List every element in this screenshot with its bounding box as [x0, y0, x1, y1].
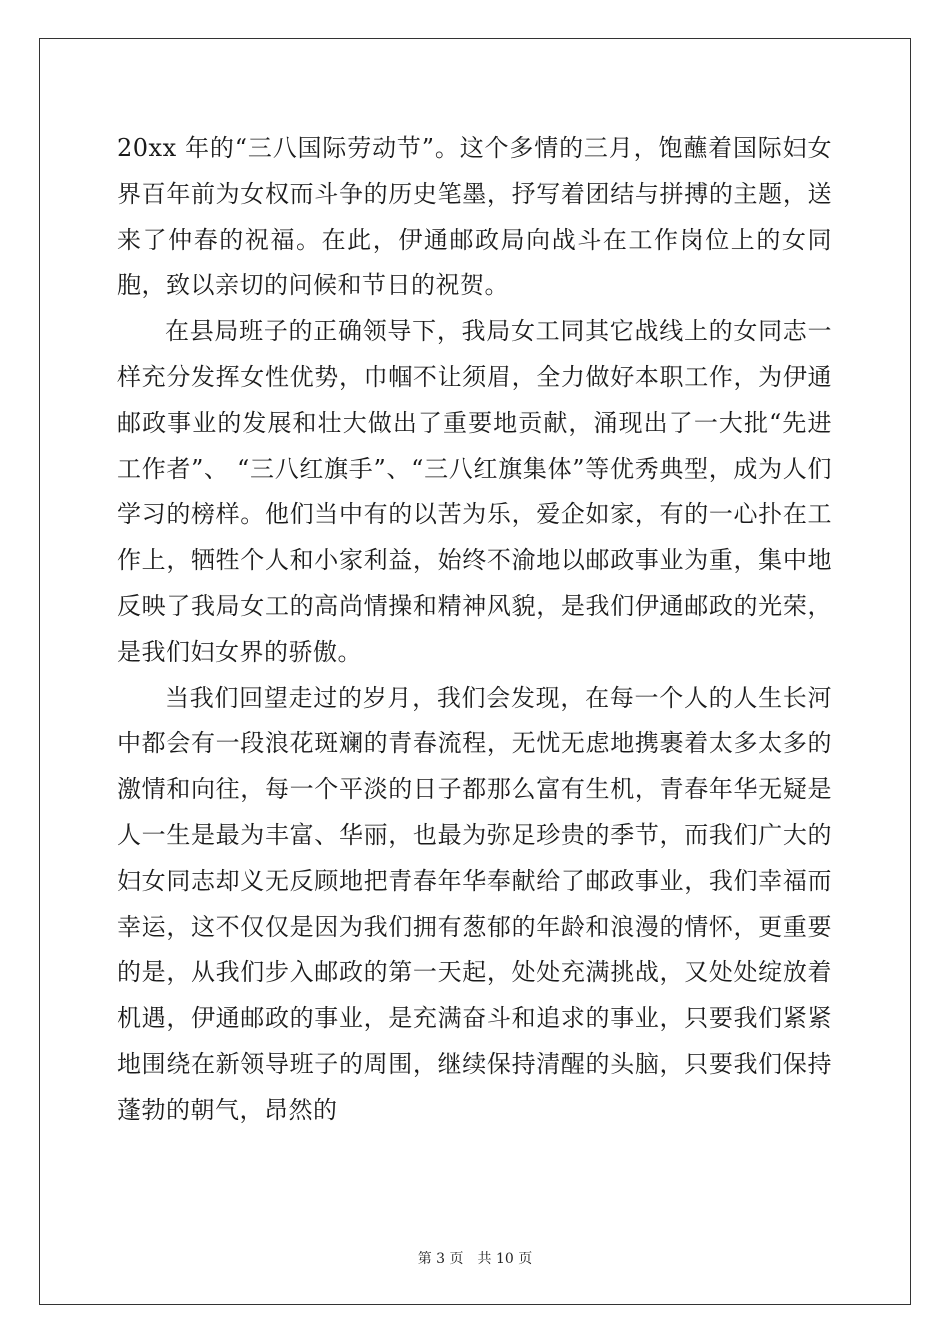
page-number: 第 3 页: [417, 1251, 464, 1267]
paragraph-1: 20xx 年的“三八国际劳动节”。这个多情的三月，饱蘸着国际妇女界百年前为女权而斗争的历史笔墨，抒写着团结与拼搏的主题，送来了仲春的祝福。在此，伊通邮政局向战斗在工作岗位上的女同胞，致以亲切的问候和节日的祝贺。: [117, 134, 832, 300]
page-total: 共 10 页: [477, 1251, 533, 1267]
document-body: [117, 126, 832, 1134]
paragraph-3: 当我们回望走过的岁月，我们会发现，在每一个人的人生长河中都会有一段浪花斑斓的青春流程，无忧无虑地携裹着太多太多的激情和向往，每一个平淡的日子都那么富有生机，青春年华无疑是人一生是最为丰富、华丽，也最为弥足珍贵的季节，而我们广大的妇女同志却义无反顾地把青春年华奉献给了邮政事业，我们幸福而幸运，这不仅仅是因为我们拥有葱郁的年龄和浪漫的情怀，更重要的是，从我们步入邮政的第一天起，处处充满挑战，又处处绽放着机遇，伊通邮政的事业，是充满奋斗和追求的事业，只要我们紧紧地围绕在新领导班子的周围，继续保持清醒的头脑，只要我们保持蓬勃的朝气，昂然的: [117, 683, 832, 1124]
page-footer: [0, 1248, 950, 1268]
paragraph-2: 在县局班子的正确领导下，我局女工同其它战线上的女同志一样充分发挥女性优势，巾帼不让须眉，全力做好本职工作，为伊通邮政事业的发展和壮大做出了重要地贡献，涌现出了一大批“先进工作者”、 “三八红旗手”、“三八红旗集体”等优秀典型，成为人们学习的榜样。他们当中有的以苦为乐，爱企如家，有的一心扑在工作上，牺牲个人和小家利益，始终不渝地以邮政事业为重，集中地反映了我局女工的高尚情操和精神风貌，是我们伊通邮政的光荣，是我们妇女界的骄傲。: [117, 317, 832, 666]
